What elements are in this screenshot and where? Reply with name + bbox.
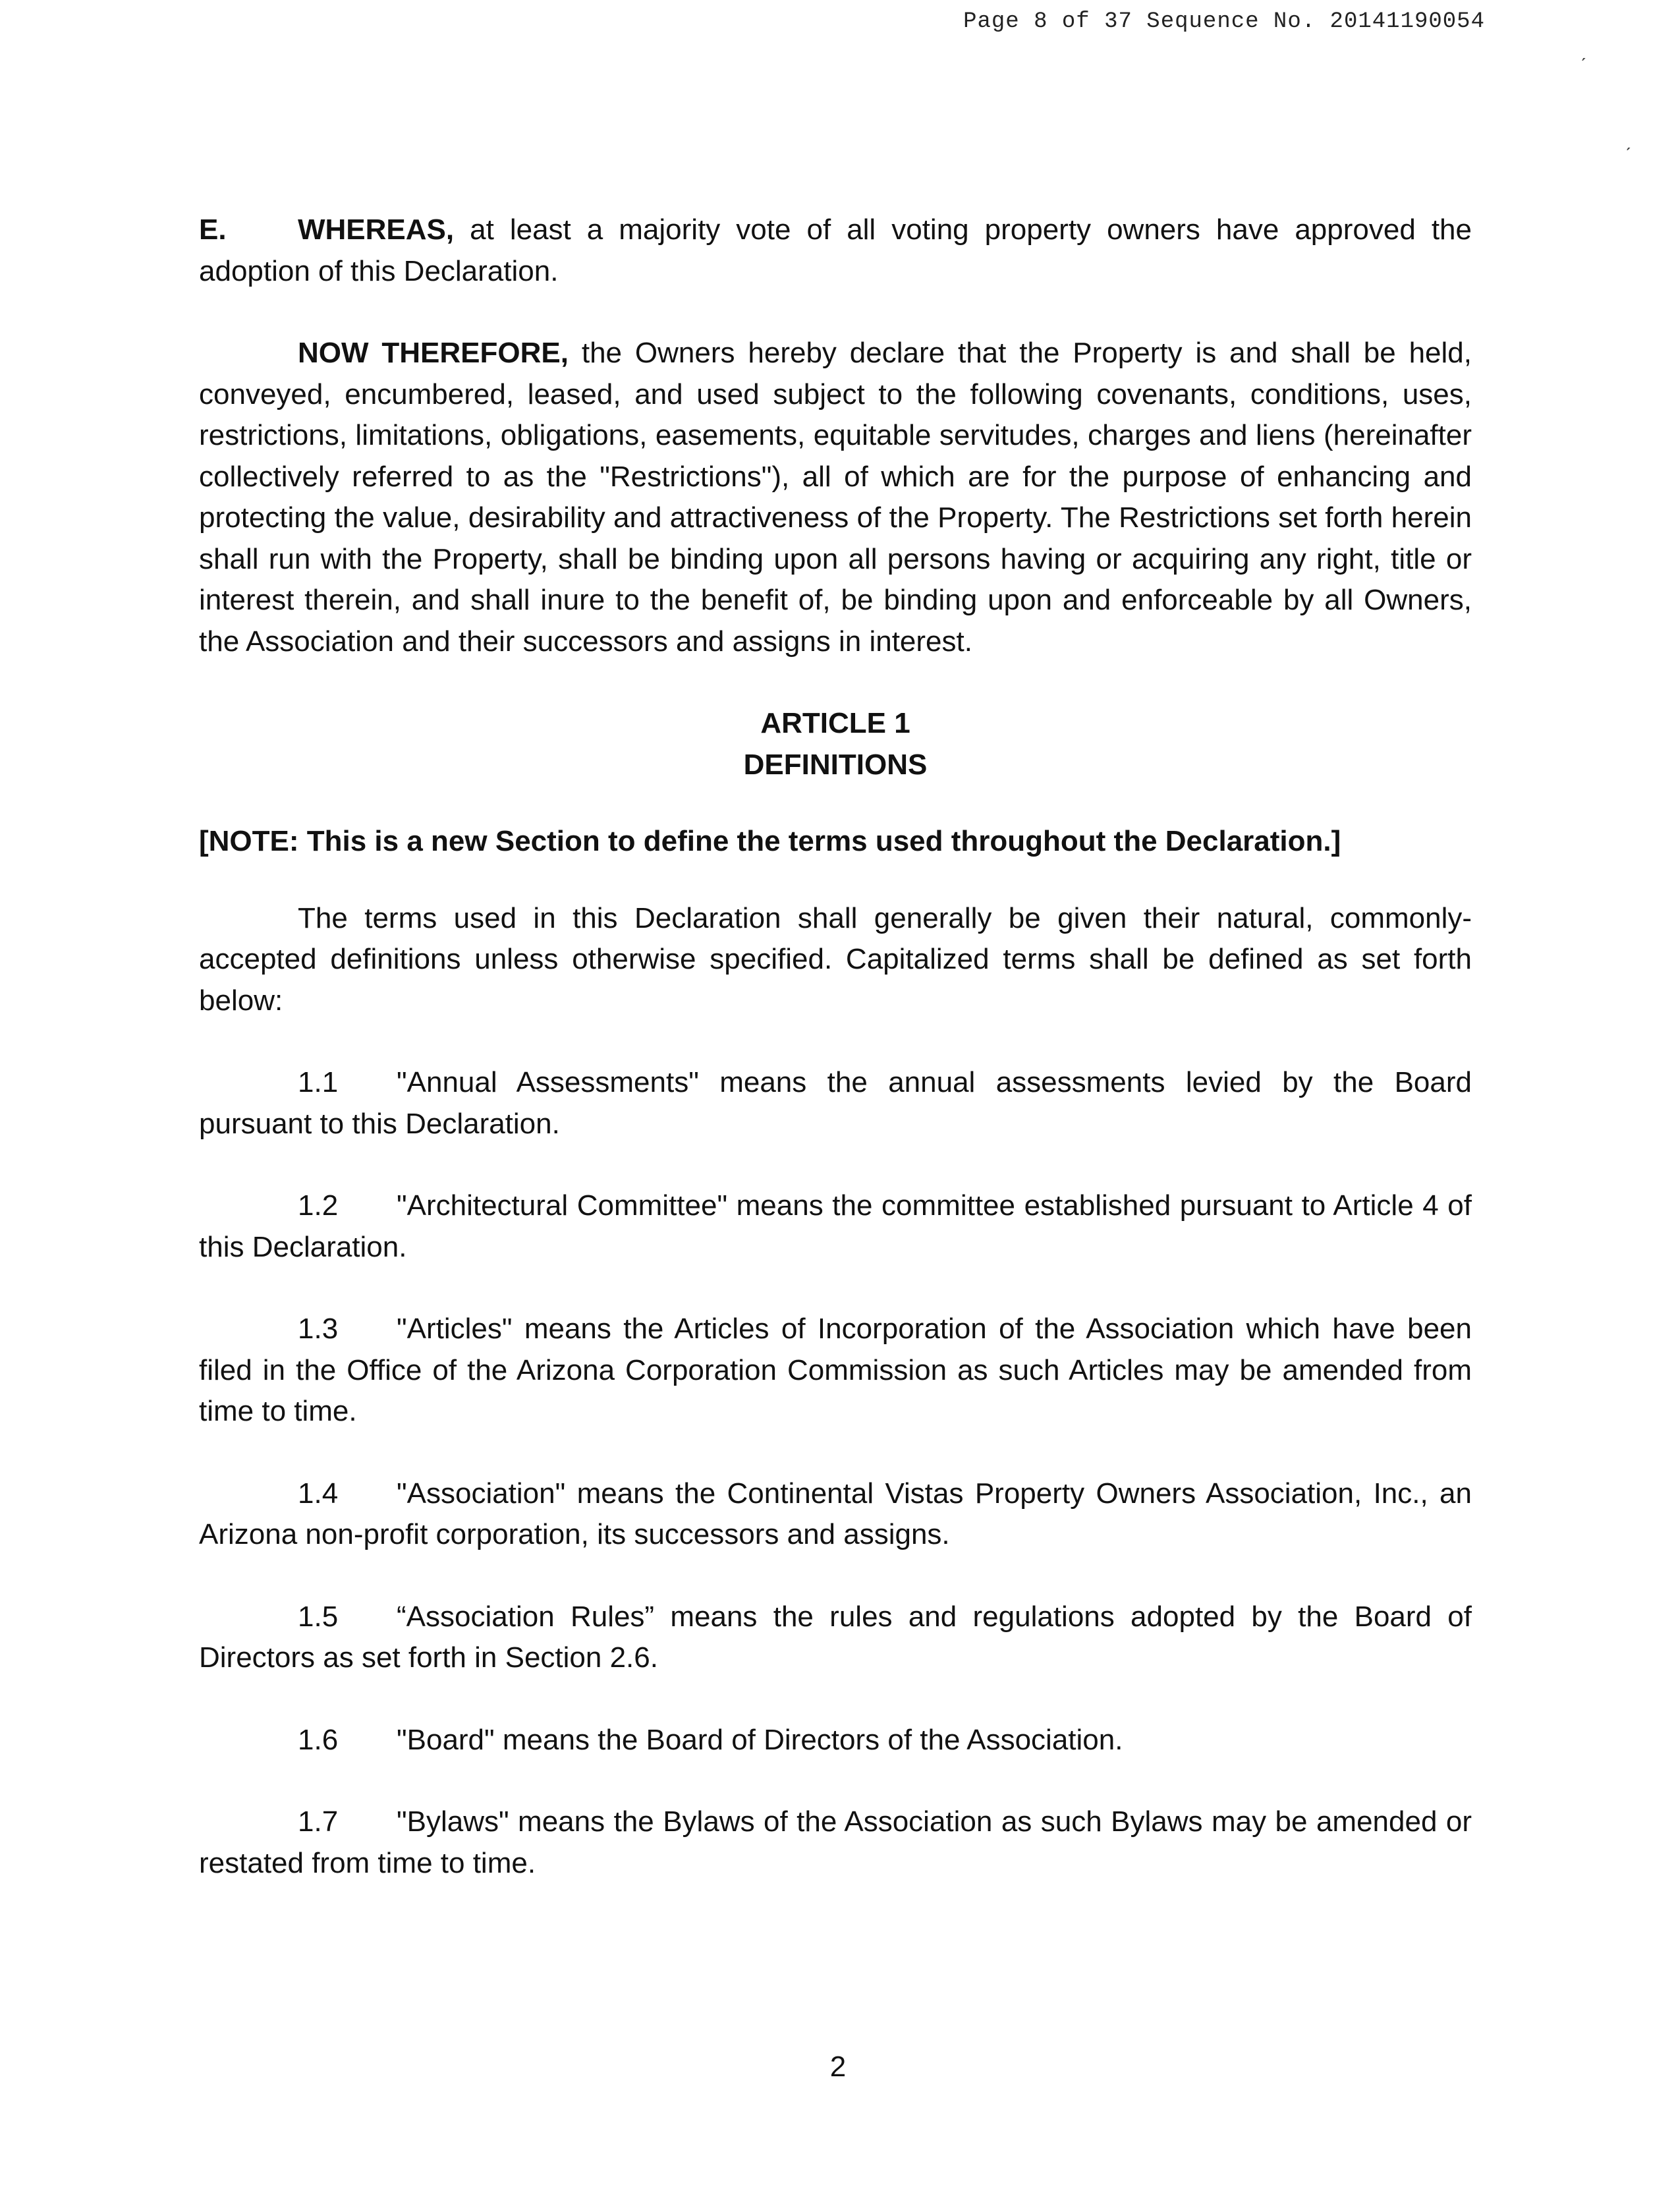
definition-item: [199, 1801, 1472, 1884]
now-therefore-paragraph: [199, 333, 1472, 662]
scan-mark: ˏ: [1580, 40, 1586, 61]
definition-text: "Association" means the Continental Vistas Property Owners Association, Inc., an Arizona non-profit corporation, its successors and assigns.: [199, 1477, 1472, 1550]
definition-number: 1.5: [298, 1600, 339, 1633]
definition-item: [199, 1473, 1472, 1556]
recital-keyword: WHEREAS,: [298, 213, 455, 246]
definition-text: "Board" means the Board of Directors of the Association.: [397, 1723, 1123, 1756]
article-number: ARTICLE 1: [760, 707, 910, 739]
article-title: DEFINITIONS: [743, 748, 928, 781]
editor-note: [NOTE: This is a new Section to define the terms used throughout the Declaration.]: [199, 825, 1341, 857]
page-number: 2: [829, 2051, 847, 2083]
now-therefore-text: the Owners hereby declare that the Property is and shall be held, conveyed, encumbered, leased, and used subject to the following covenants, conditions, uses, restrictions, limitations, obligations, easements, equitable servitudes, charges and liens (hereinafter collectively referred to as the "Restrictions"), all of which are for the purpose of enhancing and protecting the value, desirability and attractiveness of the Property. The Restrictions set forth herein shall run with the Property, shall be binding upon all persons having or acquiring any right, title or interest therein, and shall inure to the benefit of, be binding upon and enforceable by all Owners, the Association and their successors and assigns in interest.: [199, 337, 1472, 658]
definition-item: [199, 1309, 1472, 1432]
definition-number: 1.4: [298, 1477, 339, 1510]
recital-e: [199, 210, 1472, 292]
definition-text: “Association Rules” means the rules and regulations adopted by the Board of Directors as set forth in Section 2.6.: [199, 1600, 1472, 1674]
page-header: Page 8 of 37 Sequence No. 20141190054: [963, 9, 1485, 34]
now-therefore-keyword: NOW THEREFORE,: [298, 337, 569, 369]
definition-number: 1.6: [298, 1723, 339, 1756]
definition-item: [199, 1597, 1472, 1679]
definition-number: 1.7: [298, 1805, 339, 1838]
definition-text: "Architectural Committee" means the committee established pursuant to Article 4 of this Declaration.: [199, 1189, 1472, 1263]
recital-label: E.: [199, 213, 227, 246]
definitions-intro: The terms used in this Declaration shall generally be given their natural, commonly-accepted definitions unless otherwise specified. Capitalized terms shall be defined as set forth below:: [199, 901, 1472, 1017]
definition-item: [199, 1185, 1472, 1268]
definition-text: "Bylaws" means the Bylaws of the Association as such Bylaws may be amended or restated from time to time.: [199, 1805, 1472, 1879]
definition-number: 1.2: [298, 1189, 339, 1222]
definition-number: 1.1: [298, 1066, 339, 1098]
recital-text: at least a majority vote of all voting property owners have approved the adoption of this Declaration.: [199, 213, 1472, 287]
definition-item: [199, 1062, 1472, 1145]
scan-mark: ˏ: [1625, 129, 1631, 151]
definition-text: "Articles" means the Articles of Incorporation of the Association which have been filed in the Office of the Arizona Corporation Commission as such Articles may be amended from time to time.: [199, 1313, 1472, 1427]
definition-number: 1.3: [298, 1313, 339, 1345]
document-body: [199, 210, 1472, 1884]
definition-item: [199, 1720, 1472, 1761]
definition-text: "Annual Assessments" means the annual assessments levied by the Board pursuant to this Declaration.: [199, 1066, 1472, 1140]
